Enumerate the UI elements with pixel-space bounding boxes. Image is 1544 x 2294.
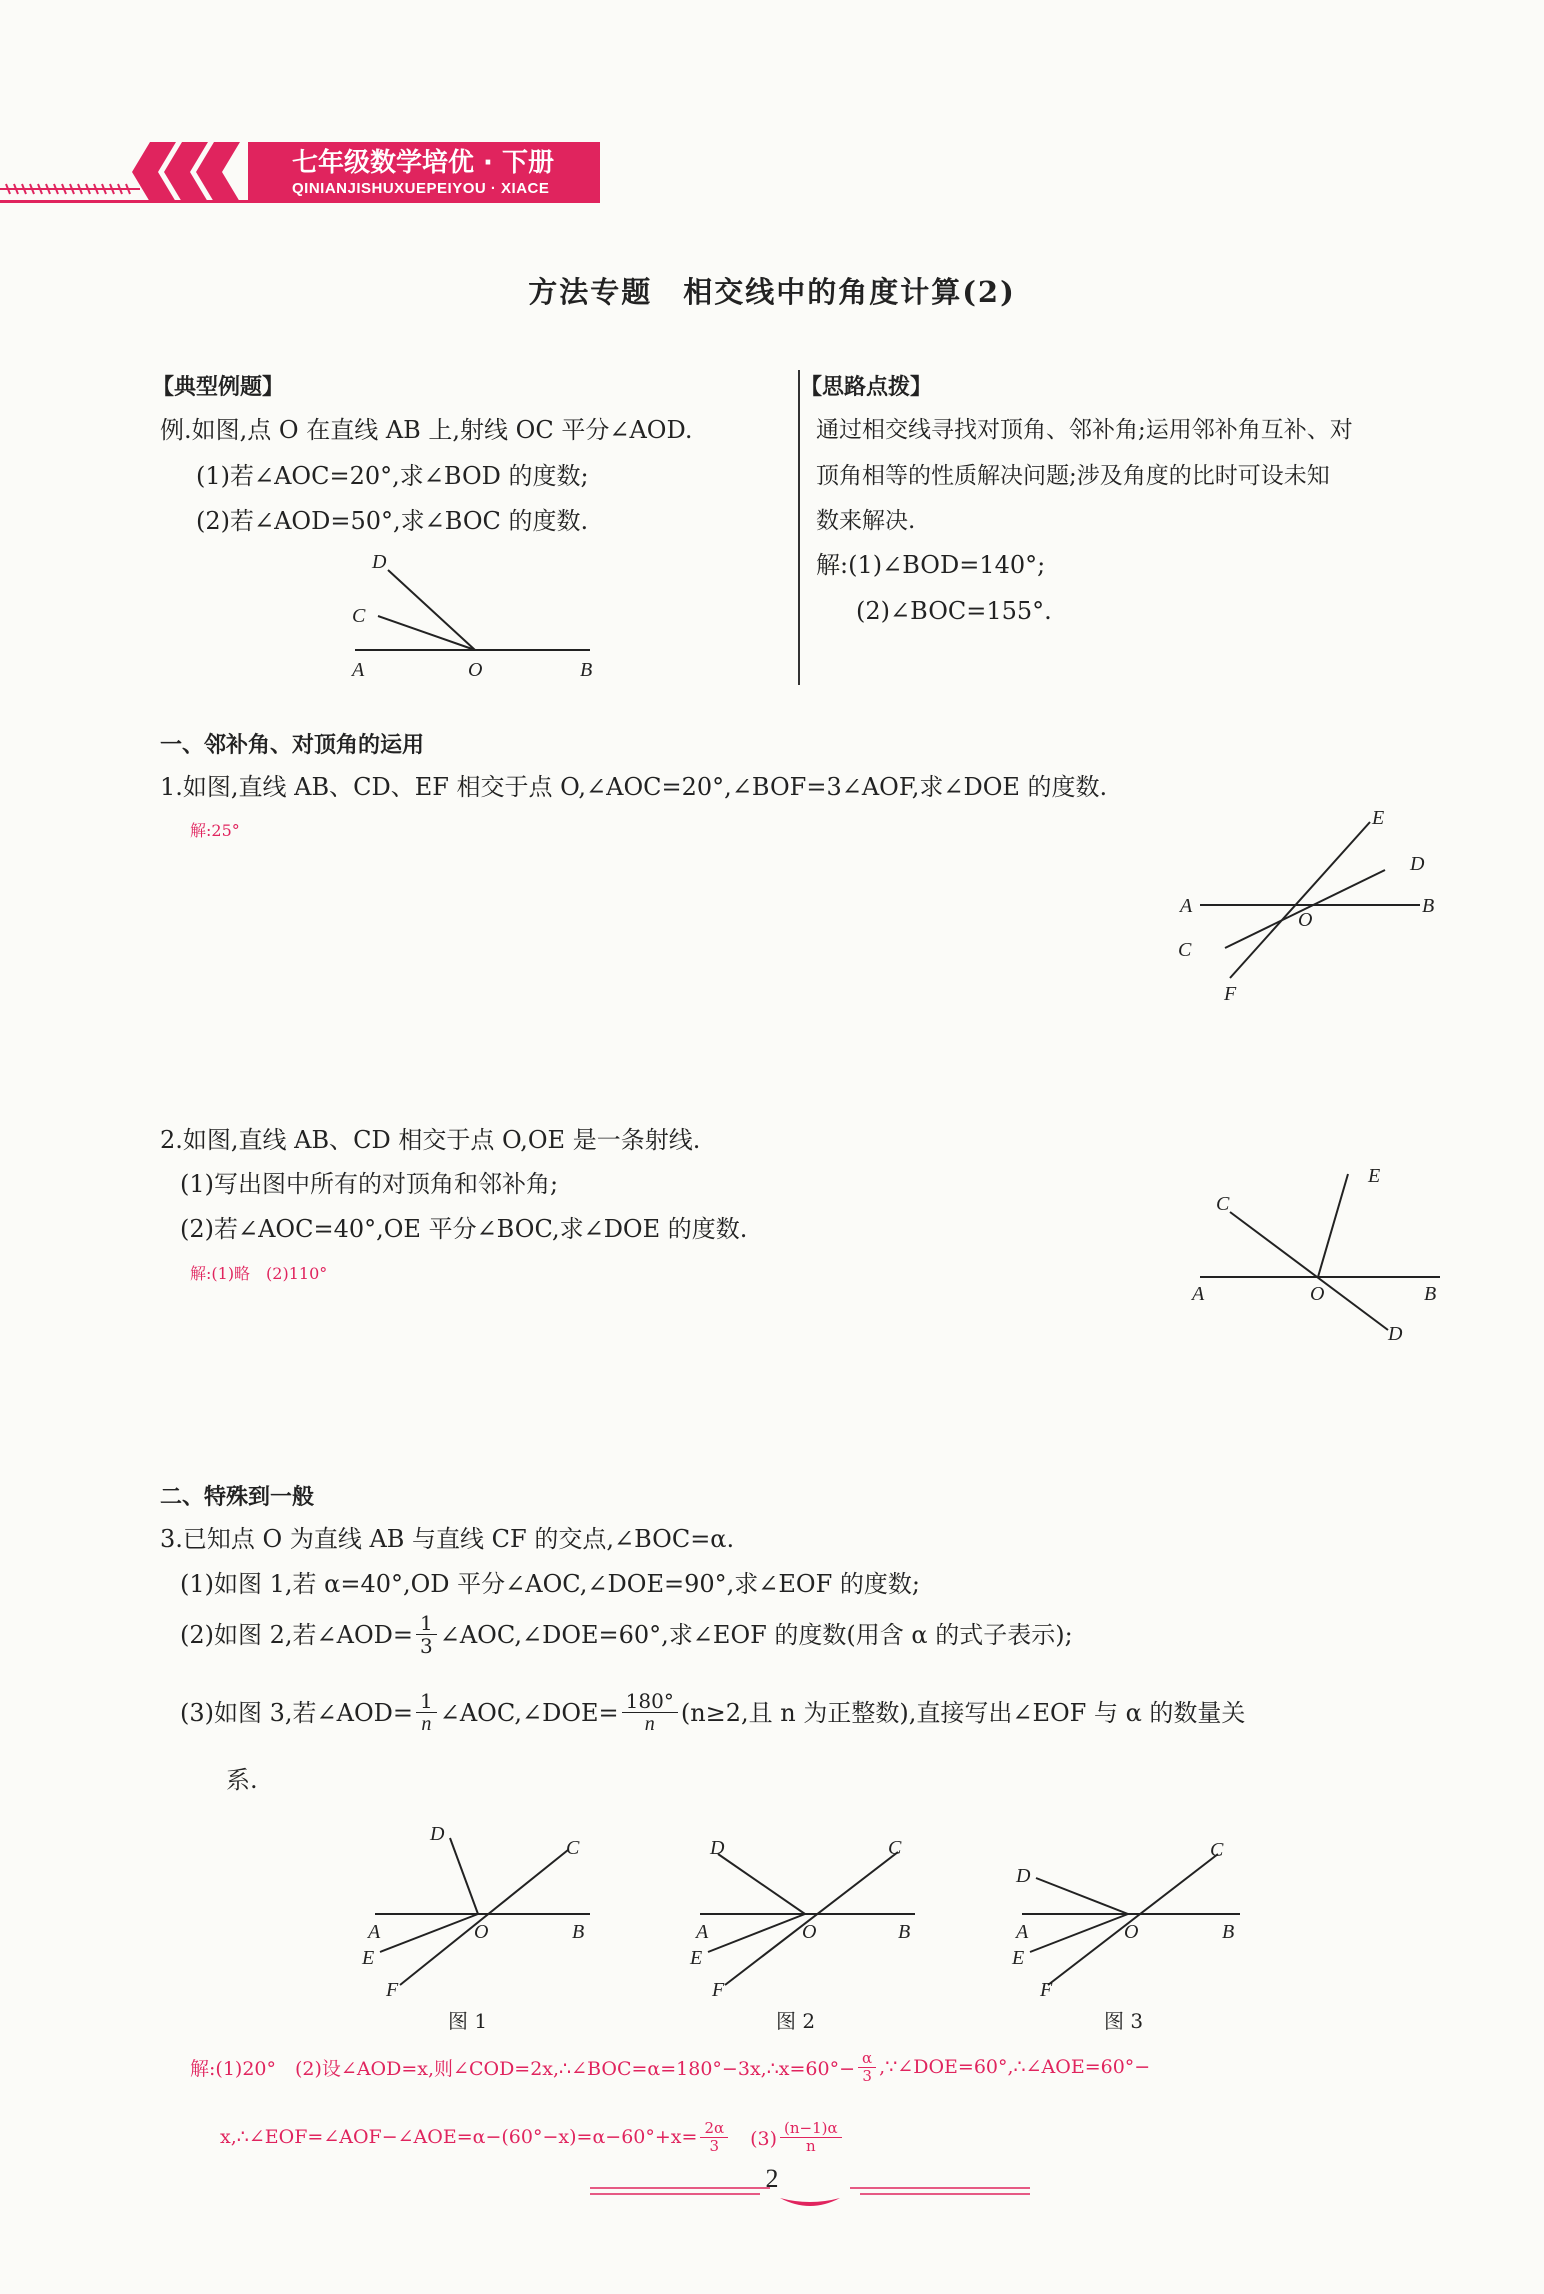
q3-part3-frac1-num: 1	[416, 1690, 437, 1713]
svg-text:D: D	[1016, 1865, 1031, 1887]
q1-label-c: C	[1178, 939, 1192, 961]
q3-text: 3.已知点 O 为直线 AB 与直线 CF 的交点,∠BOC=α.	[160, 1525, 735, 1553]
q3-answer-line2-b: (3)	[731, 2127, 778, 2150]
svg-text:F: F	[712, 1979, 725, 2000]
page-number: 2	[765, 2164, 779, 2193]
q3-figure-1	[350, 1820, 600, 2000]
fig-label-o: O	[468, 659, 483, 680]
q3-figure-2	[680, 1820, 930, 2000]
figure-2-caption: 图 2	[776, 2009, 816, 2033]
q2-label-d: D	[1388, 1323, 1403, 1345]
q1-label-o: O	[1298, 909, 1313, 931]
q3-answer-line1-b: ,∵∠DOE=60°,∴∠AOE=60°−	[879, 2056, 1151, 2078]
svg-text:D: D	[430, 1823, 445, 1845]
fig-label-b: B	[580, 659, 593, 680]
q3-answer-frac1-den: 3	[862, 2066, 872, 2085]
q3-part3-end: 系.	[226, 1766, 258, 1794]
q3-part1: (1)如图 1,若 α=40°,OD 平分∠AOC,∠DOE=90°,求∠EOF 的度数;	[180, 1570, 920, 1598]
q2-text: 2.如图,直线 AB、CD 相交于点 O,OE 是一条射线.	[160, 1126, 701, 1154]
page-title: 方法专题 相交线中的角度计算(2)	[528, 275, 1016, 309]
header-title: 七年级数学培优 · 下册	[292, 148, 554, 178]
svg-text:O: O	[474, 1921, 489, 1943]
q1-label-a: A	[1180, 895, 1193, 917]
example-q1: (1)若∠AOC=20°,求∠BOD 的度数;	[196, 462, 589, 490]
svg-text:A: A	[1016, 1921, 1029, 1943]
fig-label-d: D	[372, 551, 387, 573]
q3-part3-frac2-num: 180°	[622, 1690, 678, 1713]
section1-heading: 一、邻补角、对顶角的运用	[160, 733, 425, 758]
example-figure	[340, 540, 610, 680]
q3-answer-frac1	[858, 2050, 876, 2084]
q3-part2-frac-den: 3	[420, 1634, 433, 1658]
q3-answer-frac3-den: n	[806, 2136, 816, 2155]
q3-part2-fraction	[416, 1612, 437, 1657]
svg-text:C: C	[1210, 1839, 1224, 1861]
q1-label-e: E	[1372, 810, 1385, 829]
q3-answer-frac1-num: α	[858, 2050, 876, 2068]
q3-answer-line2	[220, 2120, 845, 2154]
fig-label-a: A	[352, 659, 365, 680]
svg-text:O: O	[1124, 1921, 1139, 1943]
example-q2: (2)若∠AOD=50°,求∠BOC 的度数.	[196, 507, 589, 535]
q2-part2: (2)若∠AOC=40°,OE 平分∠BOC,求∠DOE 的度数.	[180, 1215, 748, 1243]
q2-label-e: E	[1368, 1165, 1381, 1187]
q2-label-b: B	[1424, 1283, 1437, 1305]
svg-text:E: E	[362, 1947, 375, 1969]
q3-part3-pre: (3)如图 3,若∠AOD=	[180, 1698, 413, 1727]
fig-label-c: C	[352, 605, 366, 627]
q3-part2-post: ∠AOC,∠DOE=60°,求∠EOF 的度数(用含 α 的式子表示);	[439, 1620, 1073, 1649]
svg-text:E: E	[690, 1947, 703, 1969]
column-divider	[798, 370, 800, 685]
q2-part1: (1)写出图中所有的对顶角和邻补角;	[180, 1170, 559, 1198]
svg-text:O: O	[802, 1921, 817, 1943]
svg-text:B: B	[1222, 1921, 1235, 1943]
hint-line-3: 数来解决.	[816, 508, 916, 534]
header-subtitle: QINIANJISHUXUEPEIYOU · XIACE	[292, 180, 550, 197]
figure-3-caption: 图 3	[1104, 2009, 1144, 2033]
q3-answer-frac2	[700, 2120, 728, 2154]
svg-text:E: E	[1012, 1947, 1025, 1969]
q3-part3-frac1-den: n	[421, 1713, 432, 1735]
q3-part2	[180, 1612, 1073, 1657]
example-label: 【典型例题】	[152, 375, 285, 400]
hint-line-2: 顶角相等的性质解决问题;涉及角度的比时可设未知	[816, 463, 1330, 489]
q1-label-b: B	[1422, 895, 1435, 917]
figure-1-caption: 图 1	[448, 2009, 488, 2033]
q3-answer-line1-a: 解:(1)20° (2)设∠AOD=x,则∠COD=2x,∴∠BOC=α=180°−3x,∴x=60°−	[190, 2057, 856, 2080]
svg-text:F: F	[1040, 1979, 1053, 2000]
svg-text:C: C	[566, 1837, 580, 1859]
q2-label-c: C	[1216, 1193, 1230, 1215]
q3-answer-frac3	[780, 2120, 842, 2154]
q3-answer-frac2-den: 3	[709, 2136, 720, 2155]
q3-part3-mid: ∠AOC,∠DOE=	[439, 1698, 619, 1727]
q1-answer: 解:25°	[190, 821, 240, 840]
q3-part3	[180, 1690, 1245, 1735]
q2-label-a: A	[1192, 1283, 1205, 1305]
hint-solution-1: 解:(1)∠BOD=140°;	[816, 551, 1046, 579]
q3-part3-fraction1	[416, 1690, 437, 1735]
q3-part3-frac2-den: n	[644, 1713, 655, 1735]
svg-text:B: B	[898, 1921, 911, 1943]
hint-label: 【思路点拨】	[800, 375, 933, 400]
q3-figure-3	[1000, 1820, 1260, 2000]
q1-figure	[1170, 810, 1450, 1010]
hint-line-1: 通过相交线寻找对顶角、邻补角;运用邻补角互补、对	[816, 417, 1353, 443]
svg-text:A: A	[696, 1921, 709, 1943]
q3-part2-pre: (2)如图 2,若∠AOD=	[180, 1620, 413, 1649]
svg-text:A: A	[368, 1921, 381, 1943]
q3-part3-fraction2	[622, 1690, 678, 1735]
q2-answer: 解:(1)略 (2)110°	[190, 1264, 328, 1283]
svg-text:C: C	[888, 1837, 902, 1859]
svg-text:D: D	[710, 1837, 725, 1859]
svg-text:B: B	[572, 1921, 585, 1943]
example-question: 例.如图,点 O 在直线 AB 上,射线 OC 平分∠AOD.	[160, 416, 693, 444]
q2-label-o: O	[1310, 1283, 1325, 1305]
q1-label-d: D	[1410, 853, 1425, 875]
q3-answer-line1	[190, 2050, 1150, 2084]
q2-figure	[1180, 1160, 1470, 1350]
q1-label-f: F	[1224, 983, 1237, 1005]
q3-answer-frac3-num: (n−1)α	[780, 2120, 842, 2138]
q3-part3-post: (n≥2,且 n 为正整数),直接写出∠EOF 与 α 的数量关	[680, 1698, 1246, 1727]
q3-answer-line2-a: x,∴∠EOF=∠AOF−∠AOE=α−(60°−x)=α−60°+x=	[220, 2126, 698, 2148]
q3-answer-frac2-num: 2α	[700, 2120, 728, 2138]
q1-text: 1.如图,直线 AB、CD、EF 相交于点 O,∠AOC=20°,∠BOF=3∠AOF,求∠DOE 的度数.	[160, 773, 1108, 801]
svg-text:F: F	[386, 1979, 399, 2000]
section2-heading: 二、特殊到一般	[160, 1485, 315, 1510]
hint-solution-2: (2)∠BOC=155°.	[856, 597, 1052, 625]
q3-part2-frac-num: 1	[416, 1612, 437, 1635]
